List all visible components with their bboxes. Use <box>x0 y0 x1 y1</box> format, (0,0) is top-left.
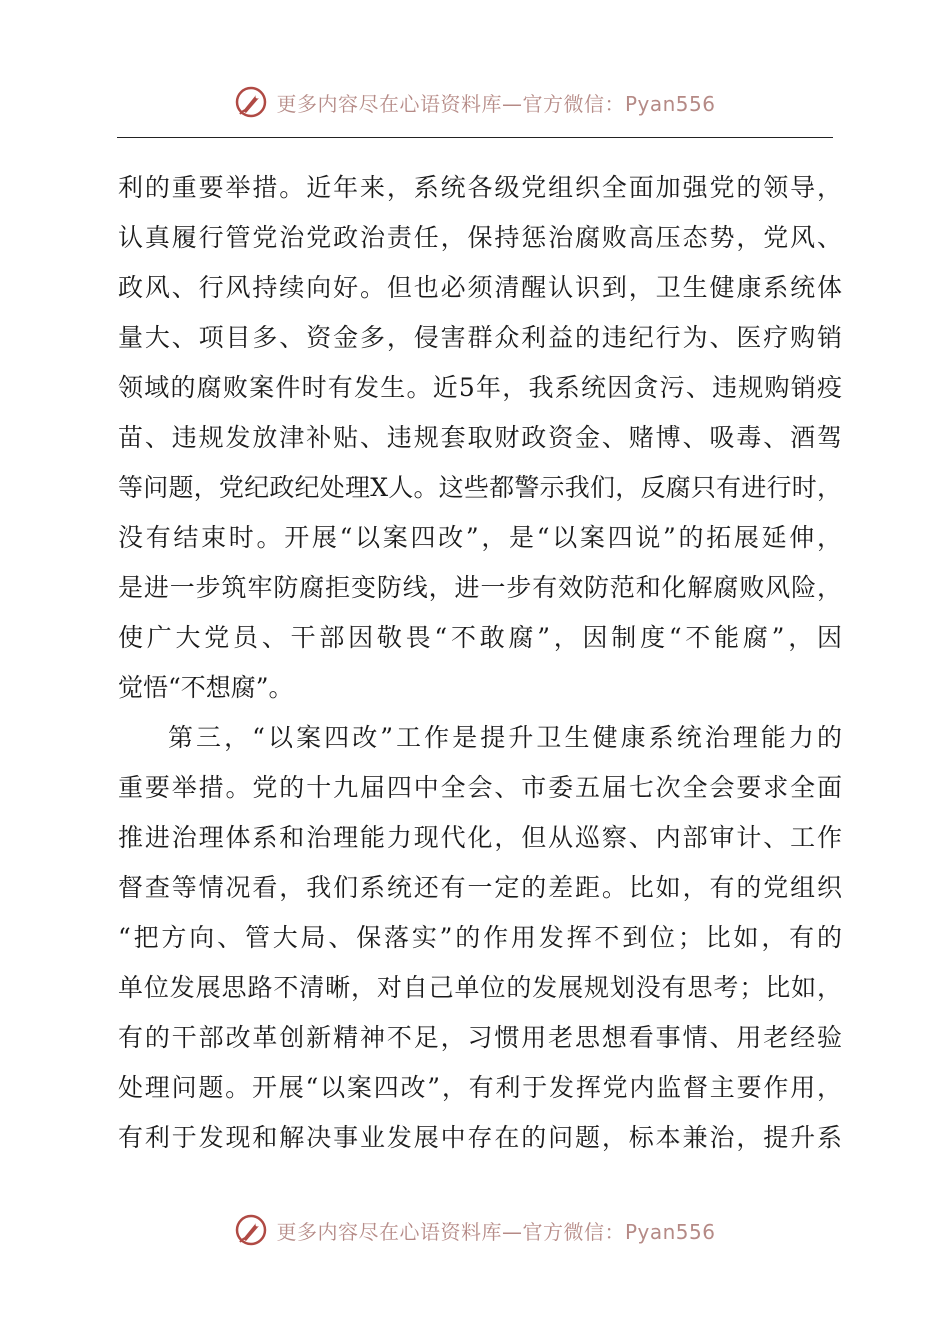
pen-nib-logo-icon <box>234 85 268 119</box>
pen-nib-logo-icon <box>234 1213 268 1247</box>
text-line: 有利于发现和解决事业发展中存在的问题，标本兼治，提升系 <box>118 1123 842 1152</box>
text-line: 有的干部改革创新精神不足，习惯用老思想看事情、用老经验 <box>118 1023 842 1052</box>
text-line: 苗、违规发放津补贴、违规套取财政资金、赌博、吸毒、酒驾 <box>118 423 842 452</box>
text-line: 政风、行风持续向好。但也必须清醒认识到，卫生健康系统体 <box>118 273 842 302</box>
text-line: 重要举措。党的十九届四中全会、市委五届七次全会要求全面 <box>118 773 842 802</box>
text-line: “把方向、管大局、保落实”的作用发挥不到位；比如，有的 <box>118 923 842 952</box>
text-line: 单位发展思路不清晰，对自己单位的发展规划没有思考；比如， <box>118 973 842 1002</box>
text-line: 处理问题。开展“以案四改”，有利于发挥党内监督主要作用， <box>118 1073 842 1102</box>
text-line: 认真履行管党治党政治责任，保持惩治腐败高压态势，党风、 <box>118 223 842 252</box>
paragraph-start-line: 第三，“以案四改”工作是提升卫生健康系统治理能力的 <box>168 723 842 752</box>
text-line: 量大、项目多、资金多，侵害群众利益的违纪行为、医疗购销 <box>118 323 842 352</box>
paragraph-end-line: 觉悟“不想腐”。 <box>118 673 294 702</box>
text-line: 督查等情况看，我们系统还有一定的差距。比如，有的党组织 <box>118 873 842 902</box>
header-banner-text: 更多内容尽在心语资料库—官方微信：Pyan556 <box>276 91 716 116</box>
text-line: 是进一步筑牢防腐拒变防线，进一步有效防范和化解腐败风险， <box>118 573 842 602</box>
text-line: 利的重要举措。近年来，系统各级党组织全面加强党的领导， <box>118 173 842 202</box>
header-divider <box>117 137 833 138</box>
header-banner <box>0 82 950 122</box>
footer-banner-text: 更多内容尽在心语资料库—官方微信：Pyan556 <box>276 1219 716 1244</box>
text-line: 等问题，党纪政纪处理X人。这些都警示我们，反腐只有进行时， <box>118 473 842 502</box>
text-line: 使广大党员、干部因敬畏“不敢腐”，因制度“不能腐”，因 <box>118 623 842 652</box>
footer-banner <box>0 1210 950 1250</box>
document-body <box>118 163 842 1163</box>
text-line: 没有结束时。开展“以案四改”，是“以案四说”的拓展延伸， <box>118 523 842 552</box>
text-line: 推进治理体系和治理能力现代化，但从巡察、内部审计、工作 <box>118 823 842 852</box>
text-line: 领域的腐败案件时有发生。近5年，我系统因贪污、违规购销疫 <box>118 373 842 402</box>
